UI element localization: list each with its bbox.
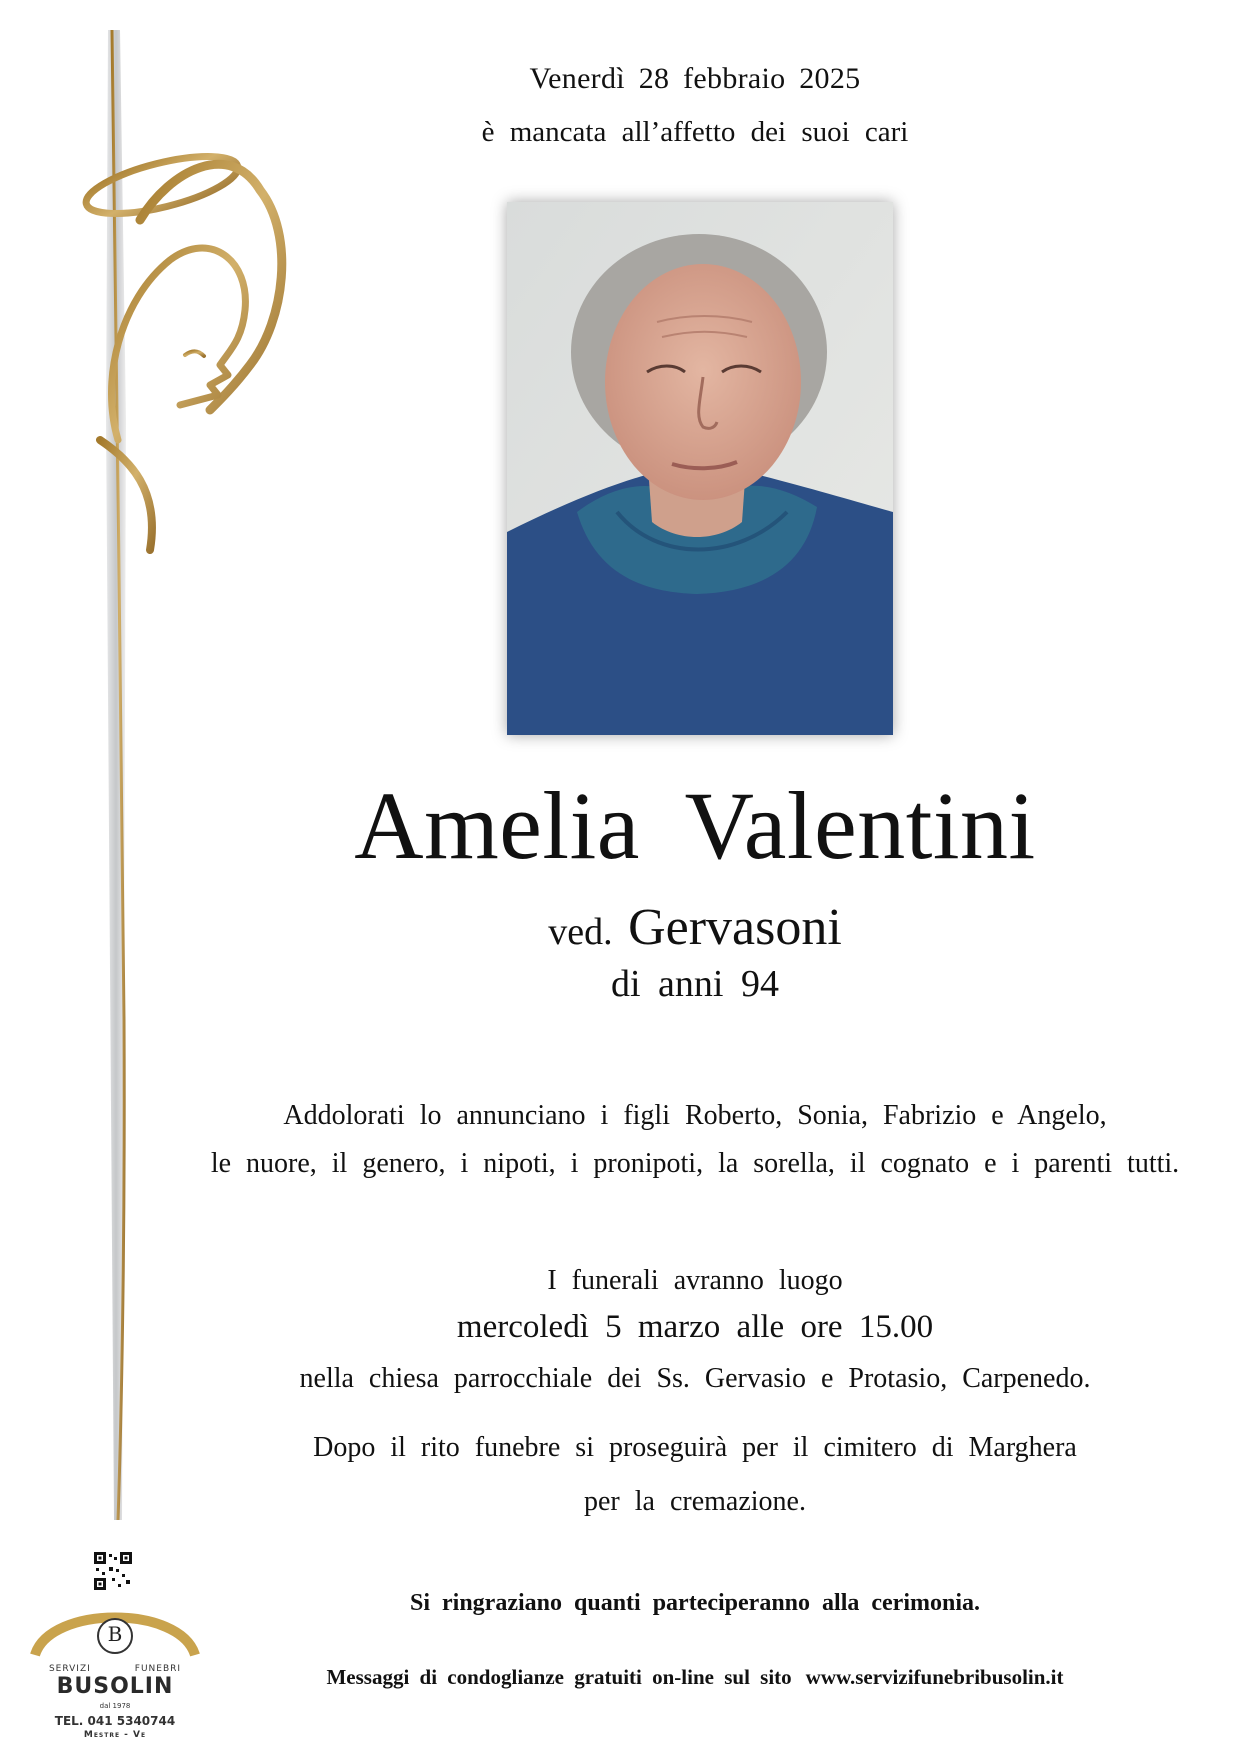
deceased-age: di anni 94 <box>611 963 779 1005</box>
announcement-line-2: le nuore, il genero, i nipoti, i pronipoti, la sorella, il cognato e i parenti tutti. <box>210 1148 1180 1179</box>
website-link[interactable]: www.servizifunebribusolin.it <box>805 1665 1064 1689</box>
widow-of <box>150 898 1240 957</box>
logo-brand: BUSOLIN <box>56 1674 174 1699</box>
funeral-intro: I funerali avranno luogo <box>547 1265 843 1296</box>
logo-servizi-funebri <box>30 1664 200 1674</box>
cremation-info: per la cremazione. <box>584 1486 806 1517</box>
funeral-datetime: mercoledì 5 marzo alle ore 15.00 <box>456 1309 934 1345</box>
deceased-name: Amelia Valentini <box>354 772 1036 879</box>
logo-since: dal 1978 <box>99 1702 131 1710</box>
announcement-line-1: Addolorati lo annunciano i figli Roberto, Sonia, Fabrizio e Angelo, <box>283 1100 1107 1131</box>
logo-funebri: FUNEBRI <box>134 1664 182 1674</box>
logo-location: Mestre - Ve <box>83 1730 147 1740</box>
burial-info: Dopo il rito funebre si proseguirà per il cimitero di Marghera <box>313 1432 1077 1463</box>
condolences-text: Messaggi di condoglianze gratuiti on-line sul sito <box>326 1665 792 1689</box>
widow-surname: Gervasoni <box>628 899 842 956</box>
condolences-message <box>150 1665 1240 1690</box>
widow-prefix: ved. <box>548 911 613 953</box>
logo-monogram: B <box>107 1622 123 1646</box>
death-date: Venerdì 28 febbraio 2025 <box>529 62 861 95</box>
logo-servizi: SERVIZI <box>48 1664 91 1674</box>
thanks-message: Si ringraziano quanti parteciperanno alla cerimonia. <box>410 1590 980 1616</box>
qr-code-icon[interactable] <box>94 1552 132 1590</box>
death-notice-subtitle: è mancata all’affetto dei suoi cari <box>481 116 909 148</box>
busolin-logo <box>30 1550 200 1740</box>
funeral-location: nella chiesa parrocchiale dei Ss. Gervasio e Protasio, Carpenedo. <box>299 1363 1091 1394</box>
portrait-photo <box>507 202 893 735</box>
logo-phone: TEL. 041 5340744 <box>54 1714 176 1728</box>
